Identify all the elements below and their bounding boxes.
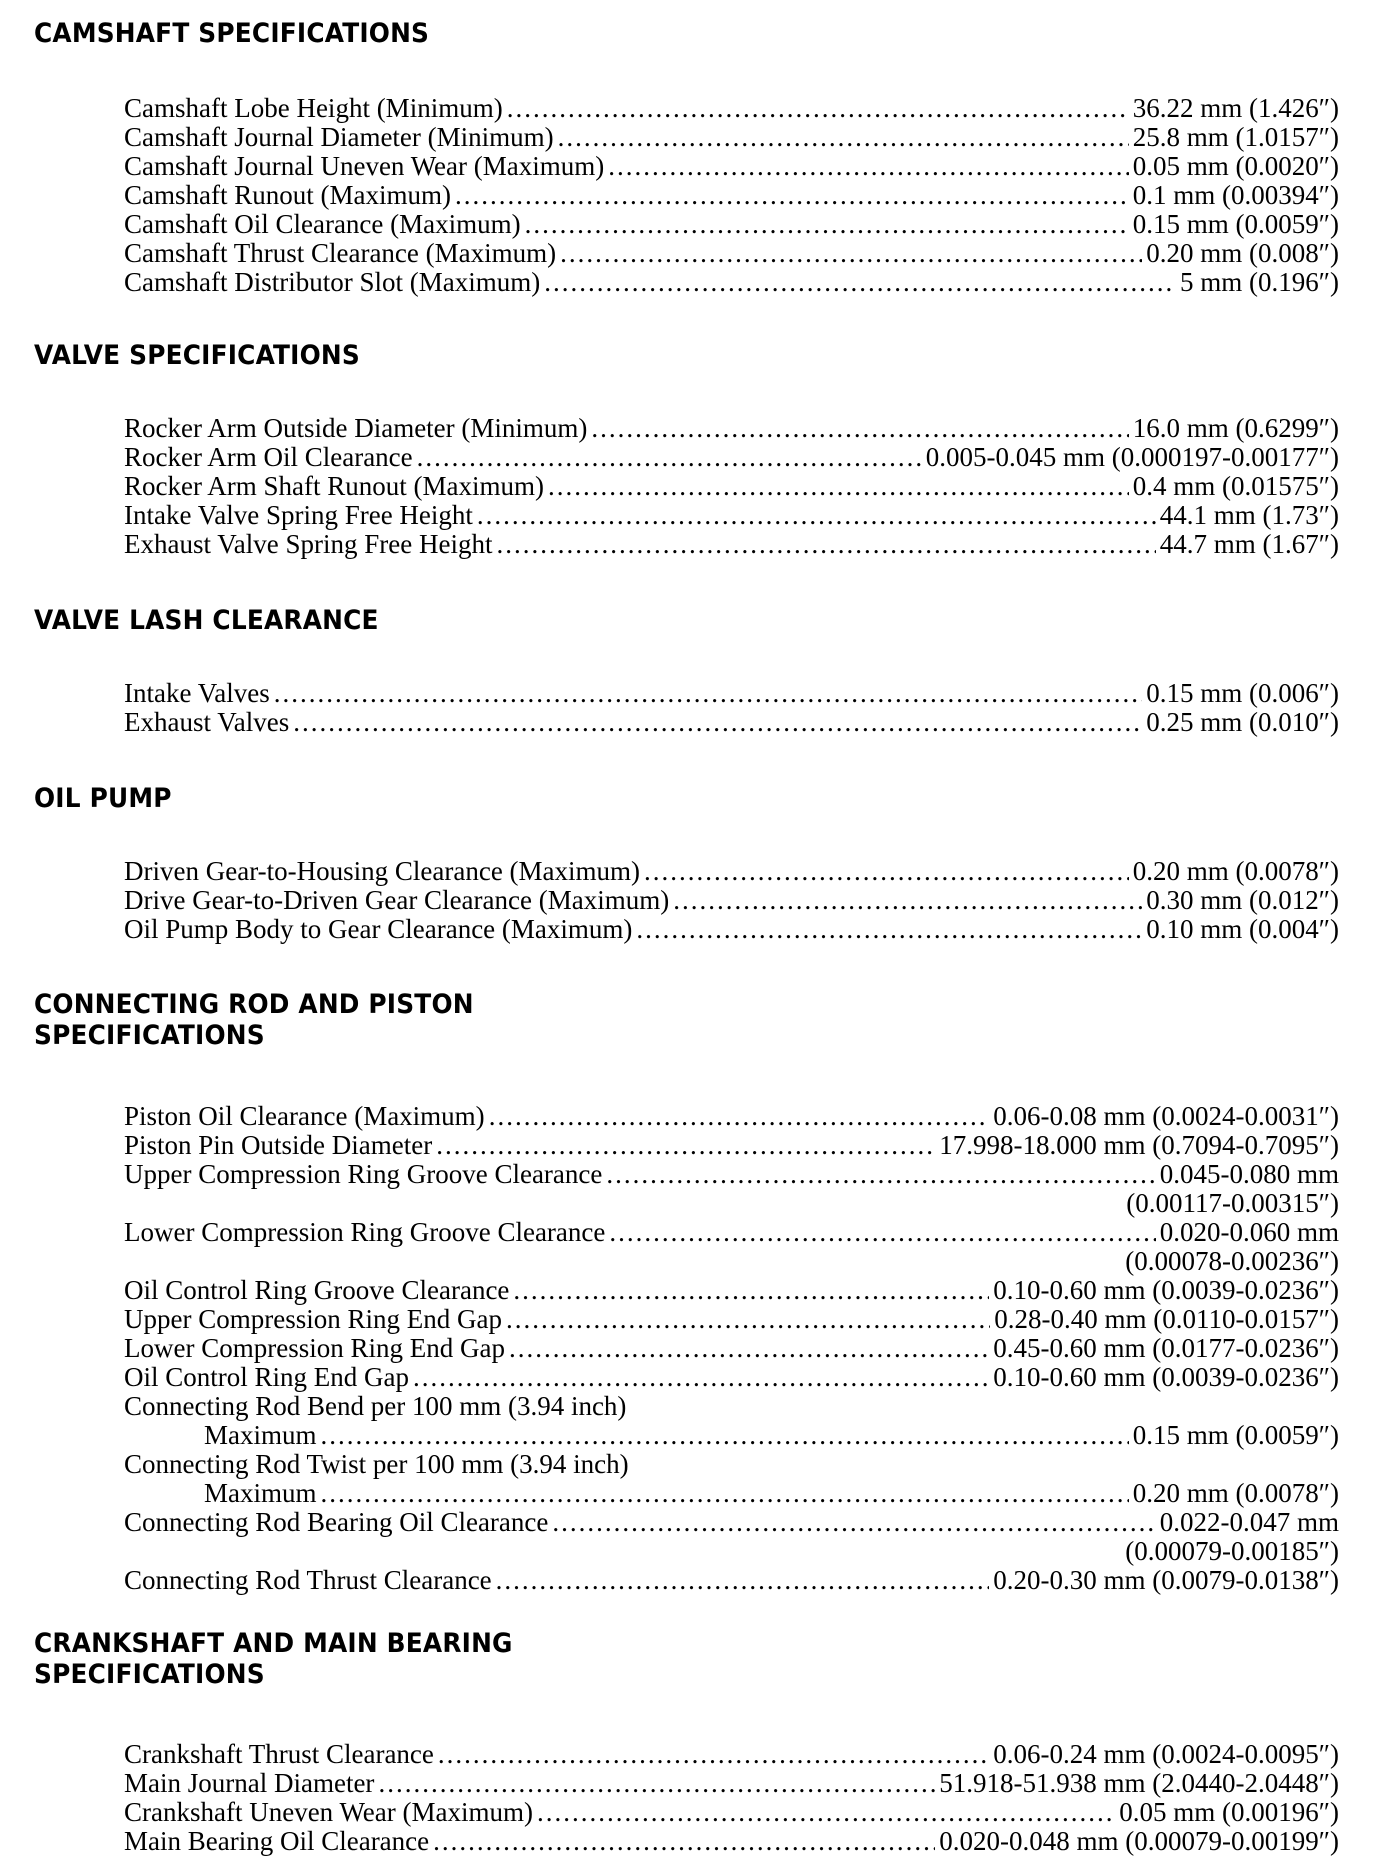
spec-value: 0.1 mm (0.00394″) (1132, 180, 1339, 210)
spec-value: 0.15 mm (0.0059″) (1132, 209, 1339, 239)
spec-label: Oil Control Ring Groove Clearance (124, 1275, 510, 1305)
leader-dots (513, 1276, 989, 1305)
spec-row (124, 1827, 1339, 1856)
spec-label: Connecting Rod Bearing Oil Clearance (124, 1507, 549, 1537)
spec-value: 0.020-0.048 mm (0.00079-0.00199″) (939, 1826, 1339, 1856)
spec-label-multiline: Connecting Rod Bend per 100 mm (3.94 inch) (124, 1391, 627, 1421)
leader-dots (608, 152, 1129, 181)
spec-label: Upper Compression Ring End Gap (124, 1304, 502, 1334)
rod-piston-heading (34, 989, 474, 1051)
leader-dots (537, 1798, 1115, 1827)
spec-row (124, 1508, 1339, 1537)
crankshaft-heading (34, 1628, 513, 1690)
spec-label: Drive Gear-to-Driven Gear Clearance (Maximum) (124, 885, 670, 915)
leader-dots (544, 268, 1176, 297)
spec-label: Piston Oil Clearance (Maximum) (124, 1101, 485, 1131)
spec-label: Intake Valves (124, 678, 270, 708)
spec-value: 17.998-18.000 mm (0.7094-0.7095″) (939, 1130, 1339, 1160)
spec-row (124, 1769, 1339, 1798)
leader-dots (506, 1305, 990, 1334)
spec-value: 0.25 mm (0.010″) (1146, 707, 1339, 737)
spec-value: 0.045-0.080 mm (1159, 1159, 1339, 1189)
spec-label: Exhaust Valve Spring Free Height (124, 529, 493, 559)
spec-row (124, 1334, 1339, 1363)
leader-dots (606, 1160, 1155, 1189)
spec-row (124, 1218, 1339, 1247)
leader-dots (591, 414, 1128, 443)
spec-label: Intake Valve Spring Free Height (124, 500, 473, 530)
leader-dots (558, 123, 1129, 152)
rod-piston-spec-list (124, 1102, 1339, 1595)
spec-label: Oil Pump Body to Gear Clearance (Maximum) (124, 914, 633, 944)
leader-dots (496, 530, 1155, 559)
spec-value: 16.0 mm (0.6299″) (1132, 413, 1339, 443)
spec-value: 0.20 mm (0.0078″) (1132, 856, 1339, 886)
leader-dots (438, 1740, 989, 1769)
spec-row (124, 1276, 1339, 1305)
spec-label: Crankshaft Thrust Clearance (124, 1739, 434, 1769)
spec-row (124, 530, 1339, 559)
spec-row (124, 1421, 1339, 1450)
spec-value: 0.10 mm (0.004″) (1146, 914, 1339, 944)
spec-label: Piston Pin Outside Diameter (124, 1130, 433, 1160)
spec-value: 0.005-0.045 mm (0.000197-0.00177″) (925, 442, 1339, 472)
leader-dots (477, 501, 1156, 530)
leader-dots (433, 1827, 935, 1856)
spec-row (124, 1740, 1339, 1769)
spec-value: 0.10-0.60 mm (0.0039-0.0236″) (993, 1275, 1339, 1305)
leader-dots (436, 1131, 935, 1160)
spec-row (124, 123, 1339, 152)
spec-row (124, 181, 1339, 210)
spec-value: 44.1 mm (1.73″) (1159, 500, 1339, 530)
spec-label: Oil Control Ring End Gap (124, 1362, 409, 1392)
spec-row (124, 210, 1339, 239)
spec-row (124, 679, 1339, 708)
spec-label: Camshaft Distributor Slot (Maximum) (124, 267, 541, 297)
crankshaft-heading-line2: SPECIFICATIONS (34, 1659, 265, 1690)
spec-label: Rocker Arm Outside Diameter (Minimum) (124, 413, 588, 443)
spec-row (124, 1798, 1339, 1827)
spec-label-multiline: Connecting Rod Twist per 100 mm (3.94 inch) (124, 1449, 629, 1479)
leader-dots (609, 1218, 1155, 1247)
leader-dots (644, 857, 1129, 886)
spec-row (124, 1131, 1339, 1160)
spec-row (124, 708, 1339, 737)
valve-heading: VALVE SPECIFICATIONS (34, 340, 360, 371)
spec-row (124, 443, 1339, 472)
spec-value: 0.020-0.060 mm (1159, 1217, 1339, 1247)
spec-value-continued: (0.00117-0.00315″) (1126, 1188, 1339, 1218)
spec-sublabel: Maximum (204, 1478, 317, 1508)
spec-value: 0.45-0.60 mm (0.0177-0.0236″) (993, 1333, 1339, 1363)
valve-lash-heading: VALVE LASH CLEARANCE (34, 605, 379, 636)
spec-value: 0.15 mm (0.0059″) (1132, 1420, 1339, 1450)
spec-row (124, 1566, 1339, 1595)
spec-label: Exhaust Valves (124, 707, 290, 737)
spec-value: 0.06-0.08 mm (0.0024-0.0031″) (993, 1101, 1339, 1131)
leader-dots (525, 210, 1129, 239)
spec-row (124, 94, 1339, 123)
spec-value: 25.8 mm (1.0157″) (1132, 122, 1339, 152)
spec-row (124, 886, 1339, 915)
spec-row (124, 1479, 1339, 1508)
rod-piston-heading-line2: SPECIFICATIONS (34, 1020, 265, 1051)
spec-value: 0.10-0.60 mm (0.0039-0.0236″) (993, 1362, 1339, 1392)
spec-value: 0.05 mm (0.00196″) (1119, 1797, 1339, 1827)
spec-value-continued: (0.00078-0.00236″) (1125, 1246, 1339, 1276)
spec-label: Camshaft Runout (Maximum) (124, 180, 451, 210)
spec-value: 0.20 mm (0.0078″) (1132, 1478, 1339, 1508)
spec-row (124, 857, 1339, 886)
spec-label: Camshaft Journal Diameter (Minimum) (124, 122, 554, 152)
spec-label: Main Bearing Oil Clearance (124, 1826, 430, 1856)
spec-row (124, 414, 1339, 443)
valve-lash-spec-list (124, 679, 1339, 737)
spec-label: Upper Compression Ring Groove Clearance (124, 1159, 603, 1189)
spec-label: Camshaft Journal Uneven Wear (Maximum) (124, 151, 605, 181)
crankshaft-spec-list (124, 1740, 1339, 1856)
leader-dots (548, 472, 1129, 501)
spec-value: 51.918-51.938 mm (2.0440-2.0448″) (939, 1768, 1339, 1798)
oil-pump-spec-list (124, 857, 1339, 944)
leader-dots (321, 1479, 1129, 1508)
spec-label: Camshaft Oil Clearance (Maximum) (124, 209, 521, 239)
spec-label: Main Journal Diameter (124, 1768, 375, 1798)
spec-sublabel: Maximum (204, 1420, 317, 1450)
leader-dots (496, 1566, 990, 1595)
spec-label: Crankshaft Uneven Wear (Maximum) (124, 1797, 533, 1827)
spec-row (124, 268, 1339, 297)
spec-label: Lower Compression Ring Groove Clearance (124, 1217, 606, 1247)
leader-dots (509, 1334, 989, 1363)
leader-dots (378, 1769, 935, 1798)
spec-value: 0.05 mm (0.0020″) (1132, 151, 1339, 181)
spec-value: 0.06-0.24 mm (0.0024-0.0095″) (993, 1739, 1339, 1769)
spec-row (124, 501, 1339, 530)
leader-dots (552, 1508, 1155, 1537)
leader-dots (636, 915, 1142, 944)
rod-piston-heading-line1: CONNECTING ROD AND PISTON (34, 989, 474, 1020)
spec-value-continued: (0.00079-0.00185″) (1125, 1536, 1339, 1566)
spec-row (124, 1305, 1339, 1334)
leader-dots (507, 94, 1129, 123)
spec-value: 0.20-0.30 mm (0.0079-0.0138″) (993, 1565, 1339, 1595)
spec-row (124, 1102, 1339, 1131)
oil-pump-heading: OIL PUMP (34, 783, 172, 814)
spec-label: Driven Gear-to-Housing Clearance (Maximum) (124, 856, 641, 886)
spec-label: Rocker Arm Shaft Runout (Maximum) (124, 471, 544, 501)
spec-value: 5 mm (0.196″) (1180, 267, 1339, 297)
spec-label: Camshaft Thrust Clearance (Maximum) (124, 238, 557, 268)
spec-row (124, 239, 1339, 268)
spec-label: Connecting Rod Thrust Clearance (124, 1565, 492, 1595)
spec-label: Lower Compression Ring End Gap (124, 1333, 505, 1363)
spec-value: 44.7 mm (1.67″) (1159, 529, 1339, 559)
leader-dots (560, 239, 1142, 268)
crankshaft-heading-line1: CRANKSHAFT AND MAIN BEARING (34, 1628, 513, 1659)
spec-row (124, 1363, 1339, 1392)
spec-value: 0.30 mm (0.012″) (1146, 885, 1339, 915)
leader-dots (274, 679, 1143, 708)
leader-dots (321, 1421, 1129, 1450)
spec-value: 36.22 mm (1.426″) (1132, 93, 1339, 123)
leader-dots (489, 1102, 990, 1131)
spec-value: 0.022-0.047 mm (1159, 1507, 1339, 1537)
leader-dots (455, 181, 1129, 210)
leader-dots (673, 886, 1142, 915)
spec-row (124, 152, 1339, 181)
spec-value: 0.15 mm (0.006″) (1146, 678, 1339, 708)
valve-spec-list (124, 414, 1339, 559)
camshaft-heading: CAMSHAFT SPECIFICATIONS (34, 18, 430, 49)
spec-value: 0.28-0.40 mm (0.0110-0.0157″) (994, 1304, 1339, 1334)
spec-label: Camshaft Lobe Height (Minimum) (124, 93, 503, 123)
leader-dots (417, 443, 922, 472)
spec-row (124, 1160, 1339, 1189)
camshaft-spec-list (124, 94, 1339, 297)
spec-row (124, 915, 1339, 944)
spec-value: 0.20 mm (0.008″) (1146, 238, 1339, 268)
leader-dots (413, 1363, 989, 1392)
spec-value: 0.4 mm (0.01575″) (1132, 471, 1339, 501)
spec-label: Rocker Arm Oil Clearance (124, 442, 413, 472)
leader-dots (293, 708, 1142, 737)
spec-row (124, 472, 1339, 501)
